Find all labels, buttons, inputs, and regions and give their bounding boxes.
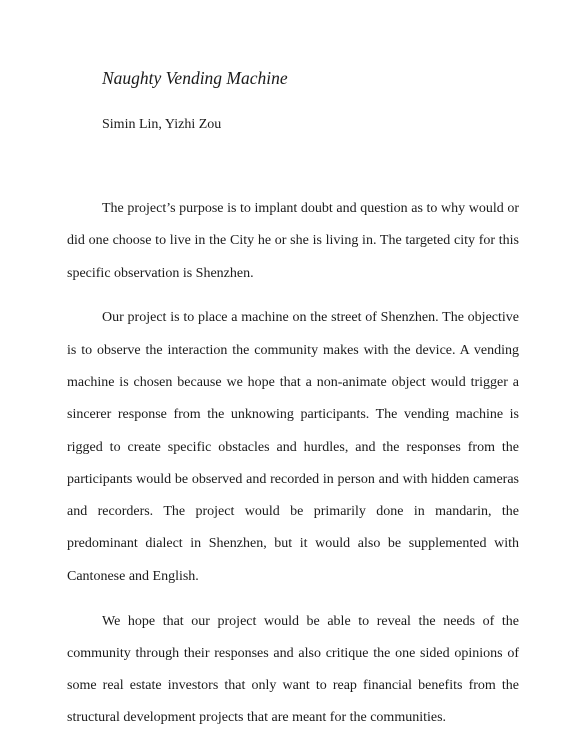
- document-body: [67, 193, 519, 735]
- paragraph-goals: We hope that our project would be able to reveal the needs of the community through their responses and also critique the one sided opinions of some real estate investors that only want to reap financial benefits from the structural development projects that are meant for the communities.: [67, 613, 519, 726]
- paragraph-project-description: Our project is to place a machine on the street of Shenzhen. The objective is to observe the interaction the community makes with the device. A vending machine is chosen because we hope that a non-animate object would trigger a sincerer response from the unknowing participants. The vending machine is rigged to create specific obstacles and hurdles, and the responses from the participants would be observed and recorded in person and with hidden cameras and recorders. The project would be primarily done in mandarin, the predominant dialect in Shenzhen, but it would also be supplemented with Cantonese and English.: [67, 310, 519, 584]
- document-title: Naughty Vending Machine: [102, 68, 288, 88]
- paragraph-purpose: The project’s purpose is to implant doubt and question as to why would or did one choose to live in the City he or she is living in. The targeted city for this specific observation is Shenzhen.: [67, 201, 519, 281]
- document-authors: Simin Lin, Yizhi Zou: [102, 117, 222, 132]
